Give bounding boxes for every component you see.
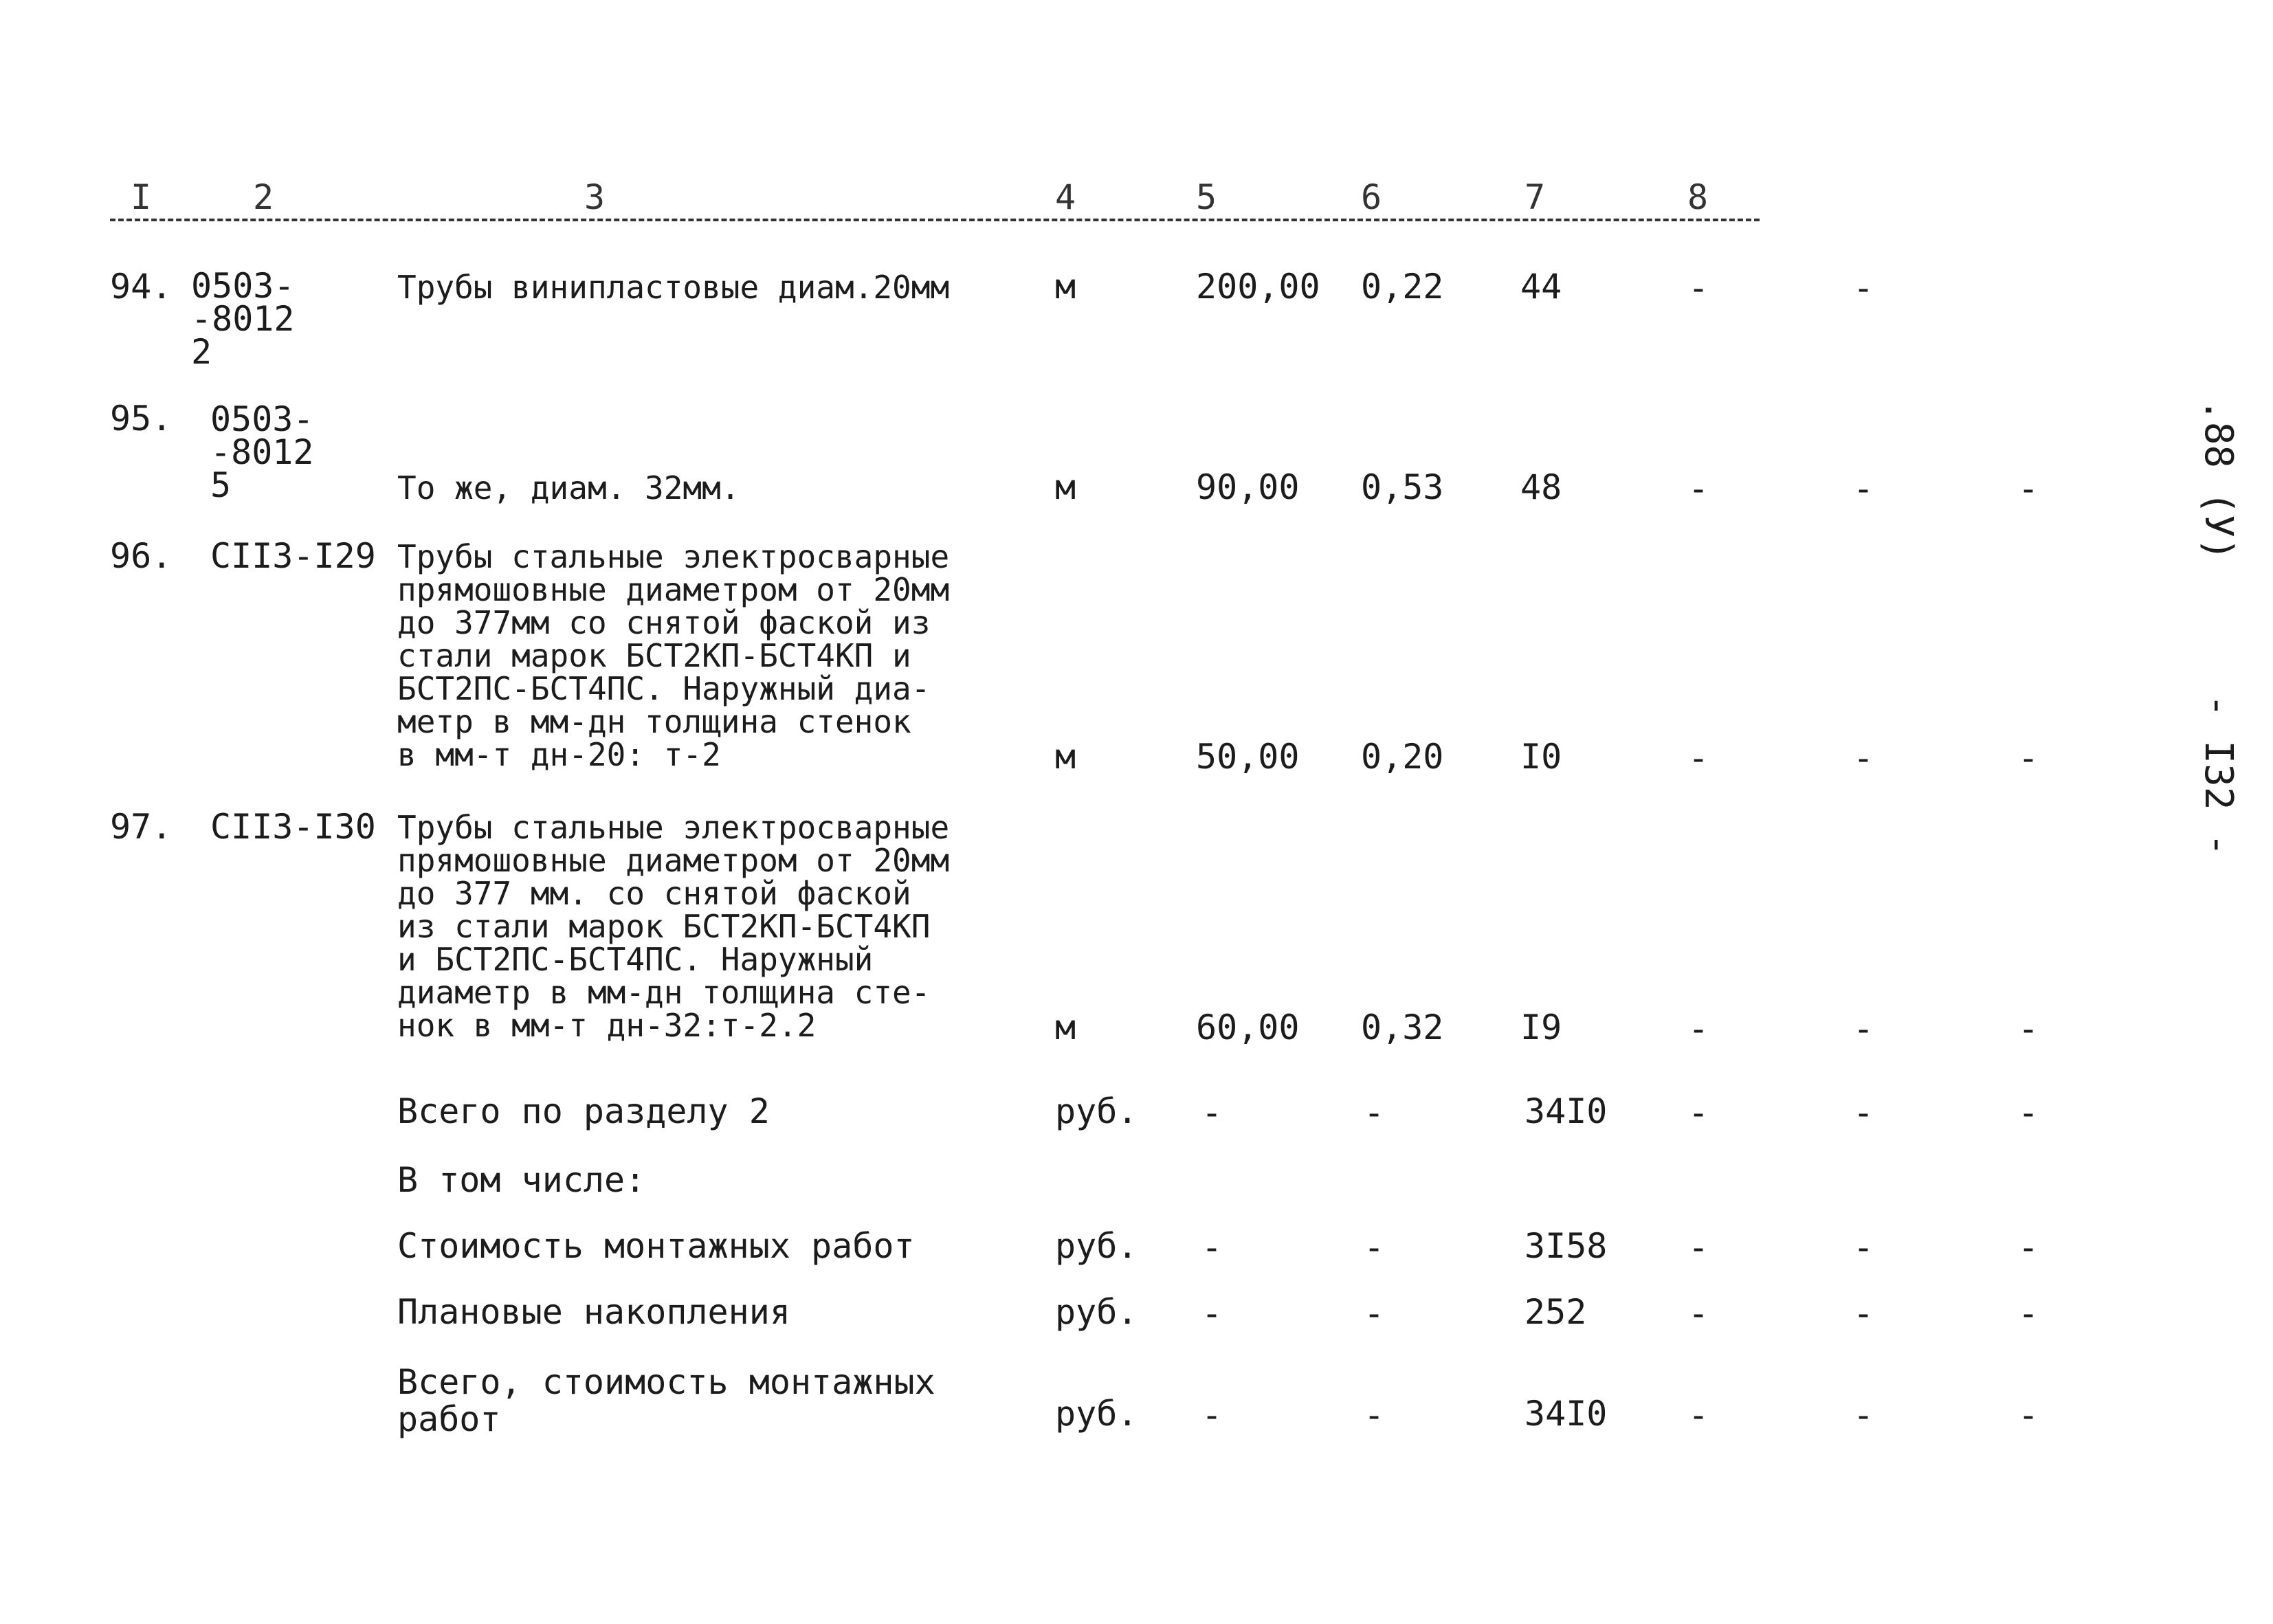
summary-col8: - bbox=[1688, 1293, 1709, 1333]
row-code: 0503- -8012 2 bbox=[191, 266, 295, 372]
summary-unit: руб. bbox=[1055, 1394, 1138, 1434]
summary-col5: - bbox=[1201, 1293, 1223, 1333]
header-rule bbox=[110, 219, 1760, 221]
row-unit: м bbox=[1055, 737, 1076, 777]
row-col8: - bbox=[1688, 469, 1709, 509]
summary-col9: - bbox=[1853, 1227, 1874, 1267]
row-code: СII3-I30 bbox=[210, 807, 376, 847]
summary-col10: - bbox=[2018, 1227, 2039, 1267]
row-description: Трубы винипластовые диам.20мм bbox=[397, 269, 950, 306]
summary-col5: - bbox=[1201, 1227, 1223, 1267]
summary-unit: руб. bbox=[1055, 1292, 1138, 1332]
row-col9: - bbox=[1853, 469, 1874, 509]
row-total: 48 bbox=[1520, 467, 1562, 507]
col-header-8: 8 bbox=[1687, 177, 1709, 217]
summary-total: 34I0 bbox=[1524, 1091, 1608, 1131]
summary-col9: - bbox=[1853, 1395, 1874, 1435]
row-code: 0503- -8012 5 bbox=[210, 399, 314, 505]
summary-total: 252 bbox=[1524, 1292, 1587, 1332]
summary-col10: - bbox=[2018, 1093, 2039, 1133]
row-col10: - bbox=[2018, 1009, 2039, 1049]
summary-total: 3I58 bbox=[1524, 1226, 1608, 1266]
row-description: Трубы стальные электросварные прямошовные диаметром от 20мм до 377мм со снятой фаской из стали марок БСТ2КП-БСТ4КП и БСТ2ПС-БСТ4ПС. Наружный диа- метр в мм-дн толщина стенок в мм-т дн-20: т-2 bbox=[397, 538, 950, 773]
row-quantity: 60,00 bbox=[1196, 1008, 1300, 1047]
summary-col6: - bbox=[1364, 1227, 1385, 1267]
page-reference: .88 (У) bbox=[2196, 399, 2241, 561]
summary-col10: - bbox=[2018, 1395, 2039, 1435]
row-code: СII3-I29 bbox=[210, 536, 376, 576]
summary-unit: руб. bbox=[1055, 1226, 1138, 1266]
row-col10: - bbox=[2018, 738, 2039, 778]
row-quantity: 50,00 bbox=[1196, 737, 1300, 777]
row-unit-price: 0,32 bbox=[1361, 1008, 1444, 1047]
summary-col8: - bbox=[1688, 1395, 1709, 1435]
row-unit: м bbox=[1055, 1008, 1076, 1047]
row-total: I9 bbox=[1520, 1008, 1562, 1047]
summary-col8: - bbox=[1688, 1227, 1709, 1267]
row-number: 96. bbox=[110, 536, 173, 576]
row-col8: - bbox=[1688, 268, 1709, 308]
summary-total: 34I0 bbox=[1524, 1394, 1608, 1434]
row-description: То же, диам. 32мм. bbox=[397, 469, 740, 507]
row-description: Трубы стальные электросварные прямошовные диаметром от 20мм до 377 мм. со снятой фаской из стали марок БСТ2КП-БСТ4КП и БСТ2ПС-БСТ4ПС. Наружный диаметр в мм-дн толщина сте- нок в мм-т дн-32:т-2.2 bbox=[397, 809, 950, 1044]
row-col9: - bbox=[1853, 738, 1874, 778]
row-total: 44 bbox=[1520, 267, 1562, 307]
row-quantity: 200,00 bbox=[1196, 267, 1320, 307]
row-col9: - bbox=[1853, 268, 1874, 308]
summary-col10: - bbox=[2018, 1293, 2039, 1333]
row-unit: м bbox=[1055, 467, 1076, 507]
summary-unit: руб. bbox=[1055, 1091, 1138, 1131]
row-unit-price: 0,53 bbox=[1361, 467, 1444, 507]
row-quantity: 90,00 bbox=[1196, 467, 1300, 507]
row-number: 97. bbox=[110, 807, 173, 847]
col-header-4: 4 bbox=[1055, 177, 1076, 217]
row-number: 94. bbox=[110, 267, 173, 307]
summary-label: Плановые накопления bbox=[397, 1292, 790, 1332]
summary-col9: - bbox=[1853, 1293, 1874, 1333]
row-col9: - bbox=[1853, 1009, 1874, 1049]
col-header-6: 6 bbox=[1361, 177, 1382, 217]
summary-label: Всего по разделу 2 bbox=[397, 1091, 770, 1131]
page-number: - I32 - bbox=[2196, 694, 2241, 857]
col-header-5: 5 bbox=[1196, 177, 1217, 217]
col-header-3: 3 bbox=[584, 177, 606, 217]
col-header-7: 7 bbox=[1524, 177, 1546, 217]
summary-col6: - bbox=[1364, 1093, 1385, 1133]
summary-label: Стоимость монтажных работ bbox=[397, 1226, 915, 1266]
summary-col9: - bbox=[1853, 1093, 1874, 1133]
summary-col5: - bbox=[1201, 1093, 1223, 1133]
row-unit-price: 0,22 bbox=[1361, 267, 1444, 307]
summary-col8: - bbox=[1688, 1093, 1709, 1133]
row-col8: - bbox=[1688, 738, 1709, 778]
summary-col6: - bbox=[1364, 1395, 1385, 1435]
row-number: 95. bbox=[110, 399, 173, 438]
row-total: I0 bbox=[1520, 737, 1562, 777]
summary-col6: - bbox=[1364, 1293, 1385, 1333]
row-unit-price: 0,20 bbox=[1361, 737, 1444, 777]
col-header-1: I bbox=[131, 177, 152, 217]
row-unit: м bbox=[1055, 267, 1076, 307]
row-col10: - bbox=[2018, 469, 2039, 509]
summary-label: Всего, стоимость монтажных работ bbox=[397, 1362, 935, 1439]
row-col8: - bbox=[1688, 1009, 1709, 1049]
col-header-2: 2 bbox=[253, 177, 274, 217]
including-label: В том числе: bbox=[397, 1160, 646, 1200]
summary-col5: - bbox=[1201, 1395, 1223, 1435]
